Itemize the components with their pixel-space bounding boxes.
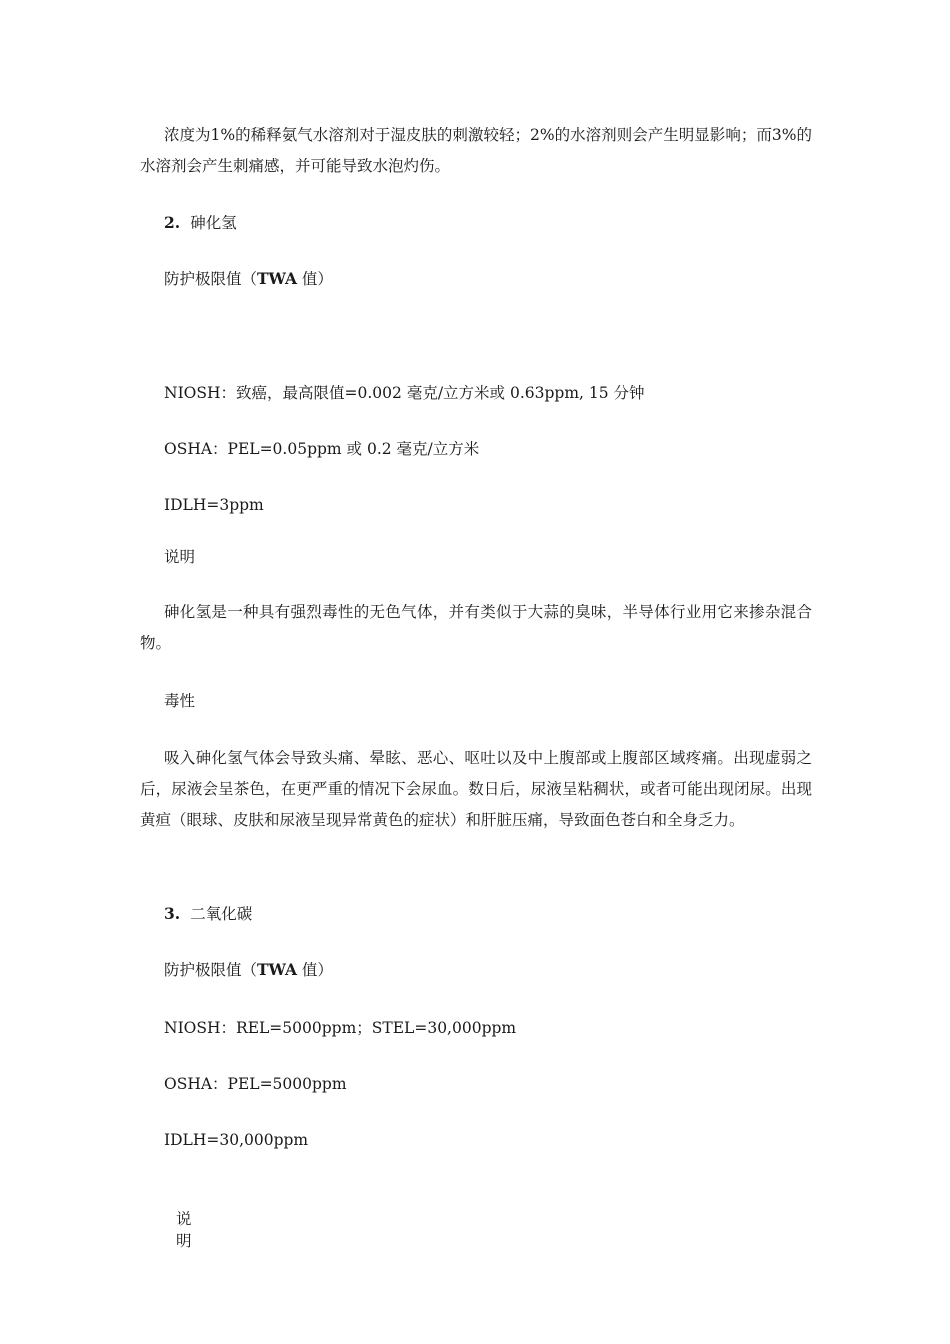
- section-3-niosh-limit: NIOSH：REL=5000ppm；STEL=30,000ppm: [164, 1019, 517, 1037]
- section-3-osha-limit: OSHA：PEL=5000ppm: [164, 1075, 347, 1093]
- section-3-heading: [164, 898, 252, 930]
- section-2-number: 2.: [164, 213, 181, 232]
- section-2-toxicity-heading: 毒性: [164, 692, 196, 710]
- section-2-limit-heading: 防护极限值（TWA 值）: [164, 269, 333, 288]
- ammonia-concentration-paragraph: 浓度为1%的稀释氨气水溶剂对于湿皮肤的刺激较轻；2%的水溶剂则会产生明显影响；而3%的水溶剂会产生刺痛感，并可能导致水泡灼伤。: [140, 126, 812, 175]
- section-2-note-heading: 说明: [164, 548, 196, 566]
- section-3-idlh: IDLH=30,000ppm: [164, 1131, 309, 1149]
- section-3-number: 3.: [164, 904, 181, 923]
- arsine-description-paragraph: 砷化氢是一种具有强烈毒性的无色气体，并有类似于大蒜的臭味，半导体行业用它来掺杂混合物。: [140, 603, 812, 652]
- section-3-note-heading: 说明: [176, 1210, 192, 1250]
- section-2-title: 砷化氢: [190, 214, 237, 232]
- section-2-heading: [164, 207, 237, 239]
- section-3-title: 二氧化碳: [190, 905, 253, 923]
- section-2-idlh: IDLH=3ppm: [164, 496, 264, 514]
- arsine-toxicity-paragraph: 吸入砷化氢气体会导致头痛、晕眩、恶心、呕吐以及中上腹部或上腹部区域疼痛。出现虚弱之后，尿液会呈茶色，在更严重的情况下会尿血。数日后，尿液呈粘稠状，或者可能出现闭尿。出现黄疸（眼球、皮肤和尿液呈现异常黄色的症状）和肝脏压痛，导致面色苍白和全身乏力。: [140, 749, 812, 829]
- section-3-limit-heading: 防护极限值（TWA 值）: [164, 960, 333, 979]
- section-2-osha-limit: OSHA：PEL=0.05ppm 或 0.2 毫克/立方米: [164, 440, 480, 458]
- section-2-niosh-limit: NIOSH：致癌，最高限值=0.002 毫克/立方米或 0.63ppm, 15 分钟: [164, 384, 645, 402]
